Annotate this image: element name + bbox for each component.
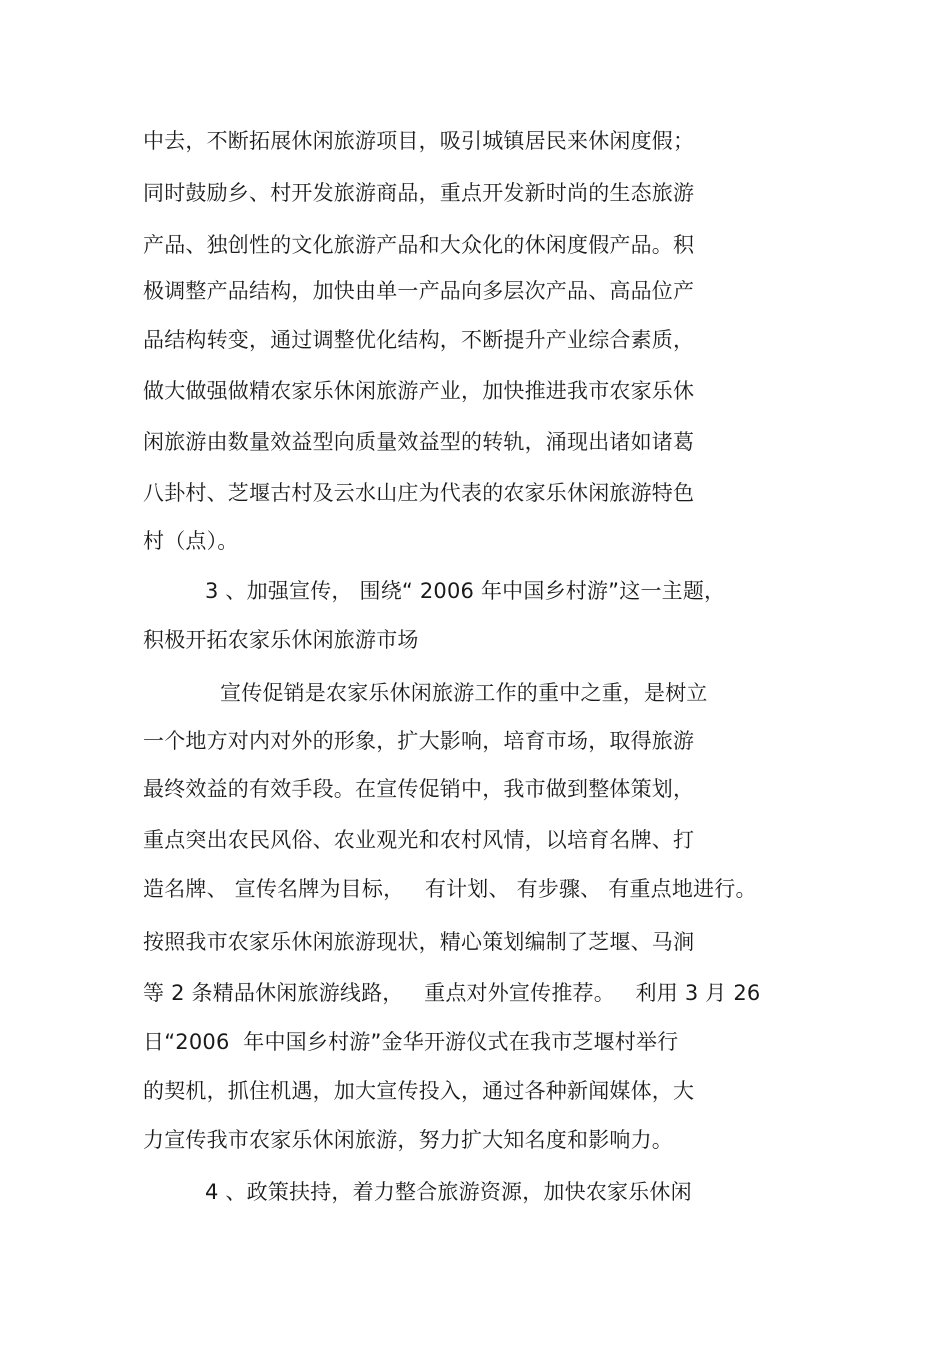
text-line: 造名牌、 宣传名牌为目标， 有计划、 有步骤、 有重点地进行。 bbox=[143, 877, 757, 901]
text-line: 等 2 条精品休闲旅游线路， 重点对外宣传推荐。 利用 3 月 26 bbox=[143, 981, 761, 1005]
text-line: 极调整产品结构，加快由单一产品向多层次产品、高品位产 bbox=[143, 279, 695, 303]
section-heading-3-continued: 积极开拓农家乐休闲旅游市场 bbox=[143, 628, 419, 652]
text-line: 重点突出农民风俗、农业观光和农村风情，以培育名牌、打 bbox=[143, 828, 695, 852]
text-line: 力宣传我市农家乐休闲旅游，努力扩大知名度和影响力。 bbox=[143, 1128, 673, 1152]
text-line: 做大做强做精农家乐休闲旅游产业，加快推进我市农家乐休 bbox=[143, 379, 695, 403]
text-line: 的契机，抓住机遇，加大宣传投入，通过各种新闻媒体，大 bbox=[143, 1079, 695, 1103]
text-line: 日“2006 年中国乡村游”金华开游仪式在我市芝堰村举行 bbox=[143, 1030, 679, 1054]
text-line: 村（点）。 bbox=[143, 529, 239, 553]
section-heading-4: 4 、政策扶持，着力整合旅游资源，加快农家乐休闲 bbox=[205, 1180, 692, 1204]
text-line: 产品、独创性的文化旅游产品和大众化的休闲度假产品。积 bbox=[143, 233, 695, 257]
text-line: 品结构转变，通过调整优化结构，不断提升产业综合素质， bbox=[143, 328, 695, 352]
text-line: 按照我市农家乐休闲旅游现状，精心策划编制了芝堰、马涧 bbox=[143, 930, 695, 954]
paragraph-first-line: 宣传促销是农家乐休闲旅游工作的重中之重，是树立 bbox=[220, 681, 708, 705]
text-line: 最终效益的有效手段。在宣传促销中，我市做到整体策划， bbox=[143, 777, 695, 801]
section-heading-3: 3 、加强宣传， 围绕“ 2006 年中国乡村游”这一主题， bbox=[205, 579, 726, 603]
text-line: 同时鼓励乡、村开发旅游商品，重点开发新时尚的生态旅游 bbox=[143, 181, 695, 205]
text-line: 一个地方对内对外的形象，扩大影响，培育市场，取得旅游 bbox=[143, 729, 695, 753]
text-line: 闲旅游由数量效益型向质量效益型的转轨，涌现出诸如诸葛 bbox=[143, 430, 695, 454]
text-line: 八卦村、芝堰古村及云水山庄为代表的农家乐休闲旅游特色 bbox=[143, 481, 695, 505]
text-line: 中去，不断拓展休闲旅游项目，吸引城镇居民来休闲度假； bbox=[143, 129, 695, 153]
